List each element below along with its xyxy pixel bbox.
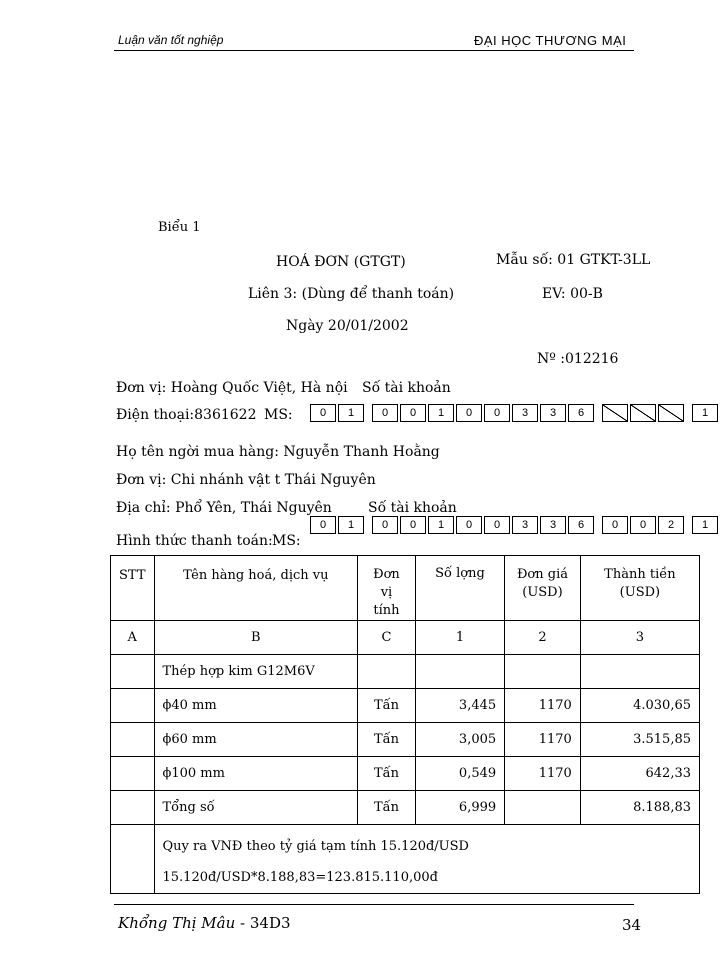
tax-digit-box: 1 [692,404,718,422]
product-name: Thép hợp kim G12M6V [154,655,358,689]
tax-digit-box: 0 [400,516,426,534]
item-price: 1170 [505,757,581,791]
header-rule [114,50,634,51]
author-name: Khổng Thị Mâu [118,914,236,932]
code-cell: 1 [415,621,504,655]
col-header-unit: Đơn vị tính [358,556,416,621]
buyer-tax-code [310,516,720,534]
invoice-table [110,555,700,894]
col-header-amount: Thành tiền (USD) [580,556,699,621]
tax-digit-box: 0 [630,516,656,534]
table-note-row [111,825,700,894]
seller-phone: Điện thoại:8361622 [116,407,257,423]
table-header-row [111,556,700,621]
table-total-row [111,791,700,825]
tax-digit-box: 3 [512,516,538,534]
tax-digit-box: 1 [428,404,454,422]
tax-digit-box: 1 [692,516,718,534]
tax-digit-box: 1 [338,516,364,534]
tax-digit-box-struck [658,404,684,422]
item-name: ϕ60 mm [154,723,358,757]
col-header-name: Tên hàng hoá, dịch vụ [154,556,358,621]
tax-digit-box: 3 [540,516,566,534]
tax-digit-box-struck [630,404,656,422]
table-code-row [111,621,700,655]
total-label: Tổng số [154,791,358,825]
item-qty: 3,445 [415,689,504,723]
buyer-account-label: Số tài khoản [368,500,457,516]
tax-digit-box: 1 [428,516,454,534]
table-row [111,689,700,723]
invoice-title: HOÁ ĐƠN (GTGT) [276,254,406,270]
item-name: ϕ40 mm [154,689,358,723]
tax-digit-box: 0 [484,404,510,422]
code-cell: 2 [505,621,581,655]
lien-label: Liên 3: (Dùng để thanh toán) [248,286,455,302]
item-price: 1170 [505,689,581,723]
code-cell: 3 [580,621,699,655]
footer-author [118,914,291,932]
exchange-note [154,825,700,894]
col-header-qty: Số lợng [415,556,504,621]
exchange-note-line2: 15.120đ/USD*8.188,83=123.815.110,00đ [162,870,438,885]
total-unit: Tấn [358,791,416,825]
buyer-address: Địa chỉ: Phổ Yên, Thái Nguyên [116,500,332,516]
tax-digit-box: 0 [372,516,398,534]
tax-digit-box: 0 [400,404,426,422]
tax-digit-box-struck [602,404,628,422]
tax-digit-box: 1 [338,404,364,422]
tax-digit-box: 0 [310,404,336,422]
mau-so: Mẫu số: 01 GTKT-3LL [496,252,651,268]
item-qty: 3,005 [415,723,504,757]
running-header-right: ĐẠI HỌC THƯƠNG MẠI [474,33,627,48]
item-qty: 0,549 [415,757,504,791]
item-name: ϕ100 mm [154,757,358,791]
tax-digit-box: 0 [456,516,482,534]
tax-digit-box: 6 [568,516,594,534]
tax-digit-box: 0 [310,516,336,534]
table-row [111,723,700,757]
code-cell: A [111,621,155,655]
invoice-date: Ngày 20/01/2002 [286,318,409,334]
buyer-unit: Đơn vị: Chi nhánh vật t Thái Nguyên [116,472,376,488]
seller-ms-label: MS: [264,407,293,423]
tax-digit-box: 3 [512,404,538,422]
tax-digit-box: 6 [568,404,594,422]
item-unit: Tấn [358,757,416,791]
code-cell: C [358,621,416,655]
item-unit: Tấn [358,689,416,723]
seller-tax-code [310,404,720,422]
page-number: 34 [622,916,642,934]
buyer-name: Họ tên ngời mua hàng: Nguyễn Thanh Hoằng [116,444,440,460]
total-amount: 8.188,83 [580,791,699,825]
col-header-stt: STT [111,556,155,621]
tax-digit-box: 0 [456,404,482,422]
bieu-label: Biểu 1 [158,220,201,235]
col-header-price: Đơn giá (USD) [505,556,581,621]
tax-digit-box: 0 [372,404,398,422]
table-row [111,655,700,689]
running-header-left: Luận văn tốt nghiệp [118,33,224,47]
tax-digit-box: 0 [484,516,510,534]
seller-account-label: Số tài khoản [362,380,451,396]
tax-digit-box: 3 [540,404,566,422]
footer-rule [114,904,634,905]
ev-code: EV: 00-B [542,286,603,302]
item-amount: 3.515,85 [580,723,699,757]
item-price: 1170 [505,723,581,757]
table-row [111,757,700,791]
exchange-note-line1: Quy ra VNĐ theo tỷ giá tạm tính 15.120đ/USD [162,839,469,854]
item-unit: Tấn [358,723,416,757]
invoice-number: Nº :012216 [537,351,619,367]
item-amount: 642,33 [580,757,699,791]
seller-unit: Đơn vị: Hoàng Quốc Việt, Hà nội [116,380,348,396]
tax-digit-box: 2 [658,516,684,534]
payment-method: Hình thức thanh toán: [116,533,273,549]
author-class: - 34D3 [235,914,291,932]
buyer-ms-label: MS: [272,533,301,549]
code-cell: B [154,621,358,655]
item-amount: 4.030,65 [580,689,699,723]
tax-digit-box: 0 [602,516,628,534]
total-qty: 6,999 [415,791,504,825]
